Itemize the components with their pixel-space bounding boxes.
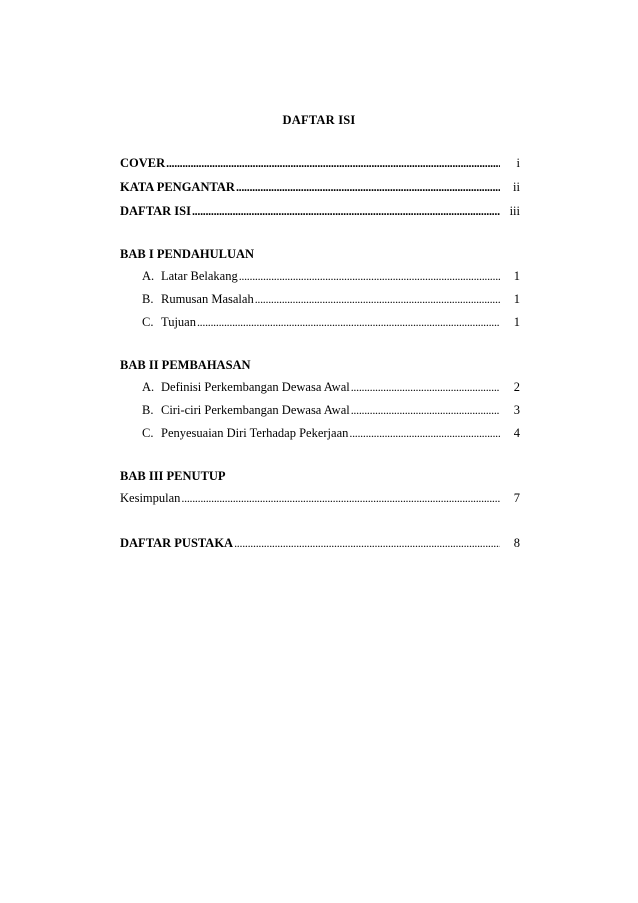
toc-entry-definisi <box>142 379 520 395</box>
toc-page-number: iii <box>509 204 520 218</box>
toc-entry-label: Definisi Perkembangan Dewasa Awal <box>161 380 350 394</box>
toc-entry-label: COVER <box>120 156 166 170</box>
toc-page-number: 7 <box>513 491 520 505</box>
toc-entry-letter: B. <box>142 403 154 417</box>
toc-entry-label: DAFTAR ISI <box>120 204 191 218</box>
toc-entry-label: DAFTAR PUSTAKA <box>120 536 234 550</box>
toc-entry-kesimpulan <box>120 490 520 506</box>
toc-page-number: 1 <box>513 315 520 329</box>
toc-page-number: 4 <box>513 426 520 440</box>
toc-entry-label: KATA PENGANTAR <box>120 180 235 194</box>
chapter-heading-bab-1: BAB I PENDAHULUAN <box>120 247 255 261</box>
toc-page-number: 2 <box>513 380 520 394</box>
dot-leader <box>191 203 500 219</box>
toc-entry-label: Ciri-ciri Perkembangan Dewasa Awal <box>161 403 350 417</box>
dot-leader <box>235 179 500 195</box>
dot-leader <box>350 402 500 418</box>
toc-entry-label: Kesimpulan <box>120 491 181 505</box>
toc-page-number: 1 <box>513 292 520 306</box>
page-title: DAFTAR ISI <box>282 113 356 127</box>
toc-page-number: i <box>516 156 520 170</box>
dot-leader <box>350 379 500 395</box>
toc-entry-penyesuaian <box>142 425 520 441</box>
dot-leader <box>348 425 500 441</box>
toc-entry-label: Rumusan Masalah <box>161 292 254 306</box>
toc-entry-rumusan-masalah <box>142 291 520 307</box>
dot-leader <box>180 490 500 506</box>
toc-entry-letter: A. <box>142 269 155 283</box>
toc-entry-letter: C. <box>142 426 154 440</box>
toc-entry-letter: A. <box>142 380 155 394</box>
toc-entry-kata-pengantar <box>120 179 520 195</box>
toc-page-number: ii <box>513 180 520 194</box>
chapter-heading-bab-2: BAB II PEMBAHASAN <box>120 358 251 372</box>
toc-entry-label: Latar Belakang <box>161 269 238 283</box>
dot-leader <box>165 155 500 171</box>
toc-page-number: 8 <box>513 536 520 550</box>
toc-page-number: 1 <box>513 269 520 283</box>
toc-entry-latar-belakang <box>142 268 520 284</box>
toc-entry-label: Tujuan <box>161 315 196 329</box>
toc-entry-letter: B. <box>142 292 154 306</box>
dot-leader <box>233 535 500 551</box>
toc-entry-label: Penyesuaian Diri Terhadap Pekerjaan <box>161 426 349 440</box>
toc-entry-daftar-isi <box>120 203 520 219</box>
chapter-heading-bab-3: BAB III PENUTUP <box>120 469 226 483</box>
toc-entry-ciri-ciri <box>142 402 520 418</box>
toc-entry-tujuan <box>142 314 520 330</box>
toc-page-number: 3 <box>513 403 520 417</box>
toc-entry-letter: C. <box>142 315 154 329</box>
dot-leader <box>238 268 500 284</box>
toc-entry-daftar-pustaka <box>120 535 520 551</box>
dot-leader <box>196 314 500 330</box>
dot-leader <box>254 291 500 307</box>
toc-entry-cover <box>120 155 520 171</box>
